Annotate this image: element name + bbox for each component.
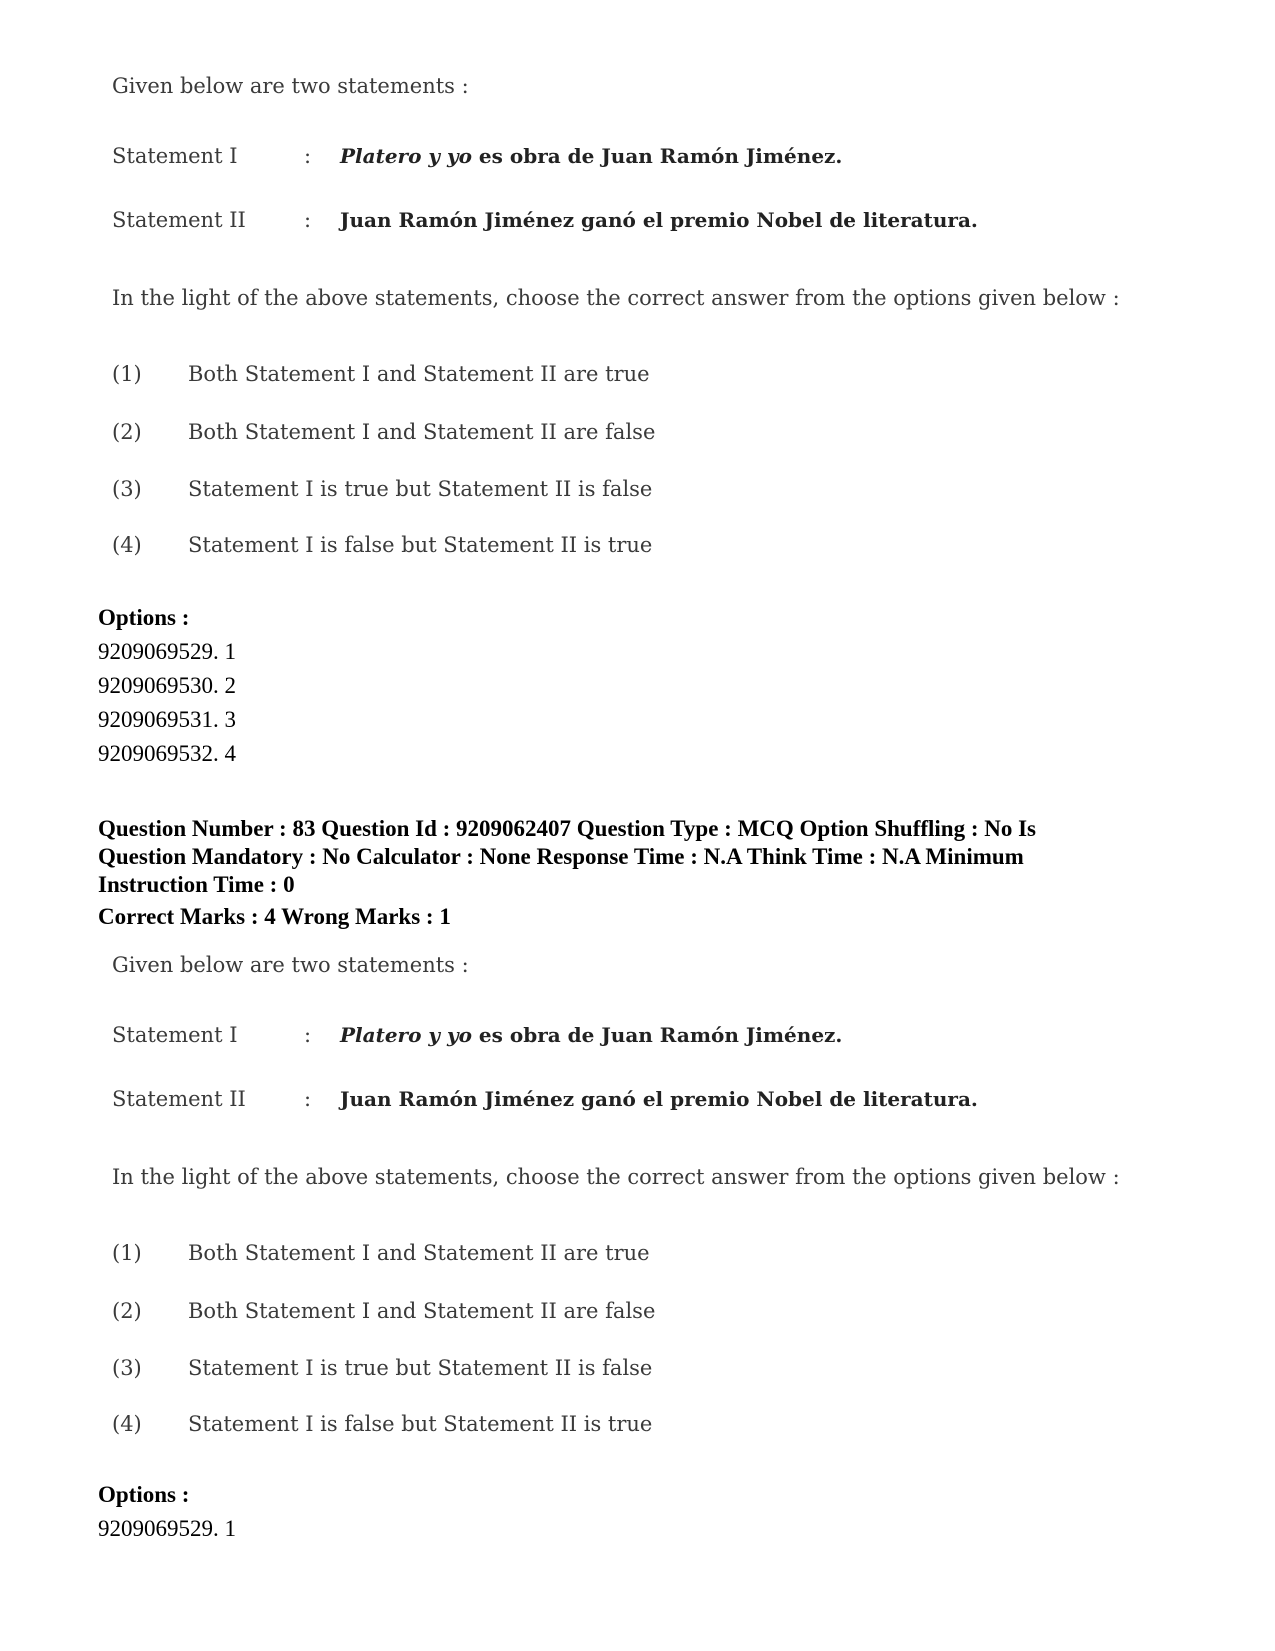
option-number: (1) bbox=[112, 1241, 142, 1265]
option-text: Statement I is true but Statement II is false bbox=[188, 1356, 653, 1380]
option-text: Statement I is true but Statement II is false bbox=[188, 477, 653, 501]
option-text: Statement I is false but Statement II is true bbox=[188, 533, 653, 557]
option-id-item: 9209069531. 3 bbox=[98, 707, 236, 732]
statement-label: Statement I bbox=[112, 144, 238, 168]
option-id-item: 9209069532. 4 bbox=[98, 741, 236, 766]
statement-label: Statement II bbox=[112, 208, 246, 232]
options-list-2 bbox=[98, 1478, 236, 1546]
statement-colon: : bbox=[304, 1023, 312, 1047]
statement-text bbox=[340, 144, 842, 168]
marks-line: Correct Marks : 4 Wrong Marks : 1 bbox=[98, 904, 451, 929]
metadata-line: Instruction Time : 0 bbox=[98, 872, 295, 897]
book-title: Platero y yo bbox=[340, 1023, 472, 1047]
option-number: (2) bbox=[112, 420, 142, 444]
option-number: (3) bbox=[112, 1356, 142, 1380]
option-id-item: 9209069529. 1 bbox=[98, 639, 236, 664]
options-list-1 bbox=[98, 601, 236, 771]
option-number: (2) bbox=[112, 1299, 142, 1323]
question-instruction: In the light of the above statements, choose the correct answer from the options given below : bbox=[112, 286, 1120, 310]
option-id-item: 9209069529. 1 bbox=[98, 1516, 236, 1541]
option-id-item: 9209069530. 2 bbox=[98, 673, 236, 698]
question-metadata bbox=[98, 815, 1138, 931]
options-heading: Options : bbox=[98, 1482, 190, 1507]
statement-colon: : bbox=[304, 1087, 312, 1111]
question-intro: Given below are two statements : bbox=[112, 953, 469, 977]
option-text: Both Statement I and Statement II are false bbox=[188, 420, 656, 444]
question-intro: Given below are two statements : bbox=[112, 74, 469, 98]
option-text: Statement I is false but Statement II is true bbox=[188, 1412, 653, 1436]
statement-text-rest: es obra de Juan Ramón Jiménez. bbox=[471, 1023, 843, 1047]
statement-text: Juan Ramón Jiménez ganó el premio Nobel de literatura. bbox=[340, 1087, 978, 1111]
metadata-line: Question Number : 83 Question Id : 9209062407 Question Type : MCQ Option Shuffling : No Is bbox=[98, 816, 1037, 841]
statement-text-rest: es obra de Juan Ramón Jiménez. bbox=[471, 144, 843, 168]
options-heading: Options : bbox=[98, 605, 190, 630]
option-number: (1) bbox=[112, 362, 142, 386]
statement-text bbox=[340, 1023, 842, 1047]
statement-colon: : bbox=[304, 208, 312, 232]
book-title: Platero y yo bbox=[340, 144, 472, 168]
option-number: (4) bbox=[112, 1412, 142, 1436]
option-text: Both Statement I and Statement II are true bbox=[188, 362, 650, 386]
statement-text: Juan Ramón Jiménez ganó el premio Nobel de literatura. bbox=[340, 208, 978, 232]
statement-colon: : bbox=[304, 144, 312, 168]
question-instruction: In the light of the above statements, choose the correct answer from the options given below : bbox=[112, 1165, 1120, 1189]
option-text: Both Statement I and Statement II are true bbox=[188, 1241, 650, 1265]
option-number: (4) bbox=[112, 533, 142, 557]
option-text: Both Statement I and Statement II are false bbox=[188, 1299, 656, 1323]
statement-label: Statement II bbox=[112, 1087, 246, 1111]
option-number: (3) bbox=[112, 477, 142, 501]
statement-label: Statement I bbox=[112, 1023, 238, 1047]
metadata-line: Question Mandatory : No Calculator : None Response Time : N.A Think Time : N.A Minimum bbox=[98, 844, 1024, 869]
